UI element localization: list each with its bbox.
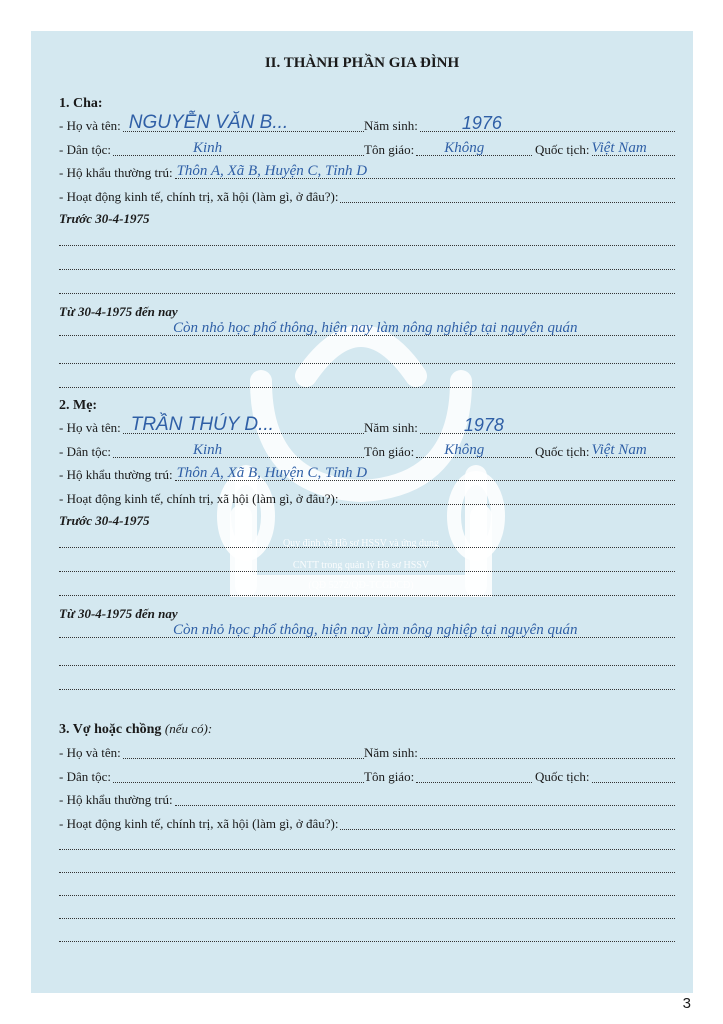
mother-residence-value: Thôn A, Xã B, Huyện C, Tỉnh D bbox=[176, 465, 368, 481]
father-before-line-3[interactable] bbox=[59, 293, 675, 294]
father-after-value: Còn nhỏ học phổ thông, hiện nay làm nông nghiệp tại nguyên quán bbox=[173, 320, 578, 336]
father-before-label: Trước 30-4-1975 bbox=[59, 211, 150, 226]
spouse-activities-label: - Hoạt động kinh tế, chính trị, xã hội (làm gì, ở đâu?): bbox=[59, 816, 339, 831]
mother-ethnicity-value: Kinh bbox=[192, 442, 223, 458]
father-name-label: - Họ và tên: bbox=[59, 118, 121, 133]
spouse-name-label: - Họ và tên: bbox=[59, 745, 121, 760]
spouse-heading-wrap bbox=[59, 721, 212, 738]
watermark-line-3: (QĐ 5272/QĐ-TCGDCĐ) bbox=[308, 580, 414, 591]
father-residence-field[interactable] bbox=[175, 158, 675, 179]
form-sheet bbox=[31, 31, 693, 993]
spouse-residence-row bbox=[59, 789, 675, 811]
mother-name-value: TRẦN THÚY D... bbox=[130, 414, 274, 435]
mother-birth-value: 1978 bbox=[463, 415, 504, 435]
spouse-note: (nếu có): bbox=[164, 721, 213, 736]
spouse-name-row bbox=[59, 742, 675, 764]
mother-after-line-3[interactable] bbox=[59, 689, 675, 690]
spouse-activities-field[interactable] bbox=[340, 809, 675, 830]
spouse-nationality-field[interactable] bbox=[592, 762, 675, 783]
father-ethnicity-value: Kinh bbox=[192, 140, 223, 156]
mother-nationality-field[interactable] bbox=[592, 437, 675, 458]
father-after-label: Từ 30-4-1975 đến nay bbox=[59, 304, 178, 319]
father-after-line-2[interactable] bbox=[59, 363, 675, 364]
spouse-residence-field[interactable] bbox=[175, 785, 675, 806]
father-after-line-3[interactable] bbox=[59, 387, 675, 388]
mother-residence-field[interactable] bbox=[175, 460, 675, 481]
spouse-ethnicity-field[interactable] bbox=[113, 762, 364, 783]
father-religion-field[interactable] bbox=[416, 135, 532, 156]
page-number: 3 bbox=[682, 995, 691, 1012]
father-ethnicity-field[interactable] bbox=[113, 135, 364, 156]
father-nationality-label: Quốc tịch: bbox=[535, 142, 590, 157]
father-nationality-field[interactable] bbox=[592, 135, 675, 156]
father-name-value: NGUYỄN VĂN B... bbox=[128, 112, 289, 133]
father-activities-row bbox=[59, 186, 675, 208]
spouse-ethnicity-label: - Dân tộc: bbox=[59, 769, 111, 784]
mother-name-field[interactable] bbox=[123, 413, 364, 434]
spouse-religion-field[interactable] bbox=[416, 762, 532, 783]
mother-nationality-label: Quốc tịch: bbox=[535, 444, 590, 459]
mother-activities-row bbox=[59, 488, 675, 510]
mother-after-label: Từ 30-4-1975 đến nay bbox=[59, 606, 178, 621]
mother-activities-label: - Hoạt động kinh tế, chính trị, xã hội (làm gì, ở đâu?): bbox=[59, 491, 339, 506]
father-activities-label: - Hoạt động kinh tế, chính trị, xã hội (làm gì, ở đâu?): bbox=[59, 189, 339, 204]
spouse-nationality-label: Quốc tịch: bbox=[535, 769, 590, 784]
spouse-birth-field[interactable] bbox=[420, 738, 675, 759]
watermark-line-2: CNTT trong quản lý Hồ sơ HSSV bbox=[292, 560, 430, 571]
spouse-heading: 3. Vợ hoặc chồng bbox=[59, 722, 162, 737]
mother-before-line-2[interactable] bbox=[59, 571, 675, 572]
father-religion-value: Không bbox=[444, 140, 485, 156]
mother-after-field[interactable] bbox=[59, 617, 675, 638]
mother-after-row bbox=[59, 621, 675, 643]
spouse-line-1[interactable] bbox=[59, 849, 675, 850]
mother-residence-row bbox=[59, 464, 675, 486]
father-after-row bbox=[59, 319, 675, 341]
father-activities-field[interactable] bbox=[340, 182, 675, 203]
mother-residence-label: - Hộ khẩu thường trú: bbox=[59, 467, 173, 482]
father-heading: 1. Cha: bbox=[59, 96, 103, 111]
father-name-field[interactable] bbox=[123, 111, 364, 132]
spouse-religion-label: Tôn giáo: bbox=[364, 769, 415, 784]
father-after-field[interactable] bbox=[59, 315, 675, 336]
father-religion-label: Tôn giáo: bbox=[364, 142, 415, 157]
mother-nationality-value: Việt Nam bbox=[591, 442, 647, 458]
father-before-line-1[interactable] bbox=[59, 245, 675, 246]
mother-name-label: - Họ và tên: bbox=[59, 420, 121, 435]
spouse-residence-label: - Hộ khẩu thường trú: bbox=[59, 792, 173, 807]
spouse-birth-label: Năm sinh: bbox=[364, 745, 418, 760]
spouse-line-2[interactable] bbox=[59, 872, 675, 873]
mother-religion-field[interactable] bbox=[416, 437, 532, 458]
father-residence-row bbox=[59, 162, 675, 184]
spouse-line-4[interactable] bbox=[59, 918, 675, 919]
mother-ethnicity-field[interactable] bbox=[113, 437, 364, 458]
mother-before-line-1[interactable] bbox=[59, 547, 675, 548]
father-birth-value: 1976 bbox=[461, 113, 502, 133]
mother-after-line-2[interactable] bbox=[59, 665, 675, 666]
mother-ethnicity-label: - Dân tộc: bbox=[59, 444, 111, 459]
mother-religion-value: Không bbox=[444, 442, 485, 458]
mother-heading: 2. Mẹ: bbox=[59, 398, 98, 413]
father-ethnicity-label: - Dân tộc: bbox=[59, 142, 111, 157]
father-name-row bbox=[59, 112, 675, 137]
mother-name-row bbox=[59, 414, 675, 439]
section-title: II. THÀNH PHẦN GIA ĐÌNH bbox=[264, 55, 460, 71]
spouse-line-3[interactable] bbox=[59, 895, 675, 896]
father-before-line-2[interactable] bbox=[59, 269, 675, 270]
father-birth-field[interactable] bbox=[420, 111, 675, 132]
mother-religion-label: Tôn giáo: bbox=[364, 444, 415, 459]
father-residence-value: Thôn A, Xã B, Huyện C, Tỉnh D bbox=[176, 163, 368, 179]
father-residence-label: - Hộ khẩu thường trú: bbox=[59, 165, 173, 180]
spouse-activities-row bbox=[59, 813, 675, 835]
mother-birth-field[interactable] bbox=[420, 413, 675, 434]
father-nationality-value: Việt Nam bbox=[591, 140, 647, 156]
mother-activities-field[interactable] bbox=[340, 484, 675, 505]
mother-after-value: Còn nhỏ học phổ thông, hiện nay làm nông nghiệp tại nguyên quán bbox=[173, 622, 578, 638]
mother-before-label: Trước 30-4-1975 bbox=[59, 513, 150, 528]
watermark-line-1: Quy định về Hồ sơ HSSV và ứng dụng bbox=[282, 538, 440, 549]
mother-before-line-3[interactable] bbox=[59, 595, 675, 596]
father-birth-label: Năm sinh: bbox=[364, 118, 418, 133]
spouse-name-field[interactable] bbox=[123, 738, 364, 759]
spouse-line-5[interactable] bbox=[59, 941, 675, 942]
mother-birth-label: Năm sinh: bbox=[364, 420, 418, 435]
